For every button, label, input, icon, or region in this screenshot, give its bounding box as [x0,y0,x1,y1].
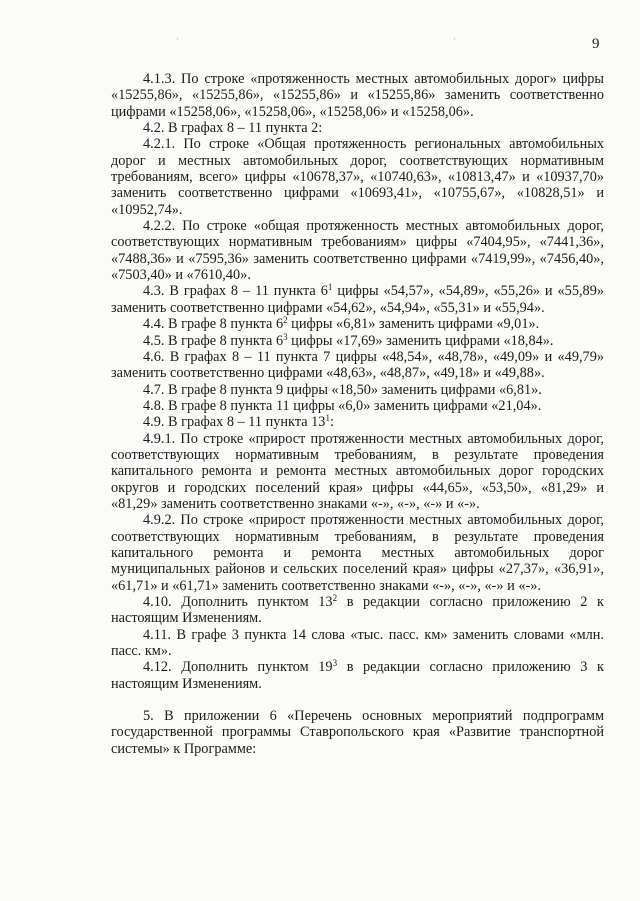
paragraph-4-4 [111,316,604,332]
paragraph-4-10 [111,594,604,627]
paragraph-4-3 [111,283,604,316]
paragraph-4-6: 4.6. В графах 8 – 11 пункта 7 цифры «48,54», «48,78», «49,09» и «49,79» заменить соответственно цифрами «48,63», «48,87», «49,18» и «49,88». [111,348,604,382]
superscript: 1 [327,282,333,293]
paragraph-4-2: 4.2. В графах 8 – 11 пункта 2: [143,120,323,137]
paragraph-text: цифры «6,81» заменить цифрами «9,01». [287,316,540,333]
superscript: 3 [332,658,338,669]
paragraph-text: 4.3. В графах 8 – 11 пункта 6 [143,283,328,300]
paragraph-4-9 [111,414,604,430]
paragraph-4-9-1: 4.9.1. По строке «прирост протяженности местных автомобильных дорог, соответствующих нормативным требованиям, в результате проведения капитального ремонта и ремонта местных автомобильных дорог городских округов и городских поселений края» цифры «44,65», «53,50», «81,29» и «81,29» заменить соответственно знаками «-», «-», «-» и «-». [111,430,604,512]
paragraph-text: 4.10. Дополнить пунктом 13 [143,594,333,610]
document-body [111,71,604,757]
page-number: 9 [592,36,600,52]
paragraph-4-5 [111,333,604,349]
paragraph-5: 5. В приложении 6 «Перечень основных мероприятий подпрограмм государственной программы Ставропольского края «Развитие транспортной системы» к Программе: [111,708,604,757]
paragraph-4-11: 4.11. В графе 3 пункта 14 слова «тыс. пасс. км» заменить словами «млн. пасс. км». [111,626,604,660]
paragraph-text: 4.4. В графе 8 пункта 6 [143,316,284,333]
paragraph-4-2-2: 4.2.2. По строке «общая протяженность местных автомобильных дорог, соответствующих нормативным требованиям» цифры «7404,95», «7441,36», «7488,36» и «7595,36» заменить соответственно цифрами «7419,99», «7456,40», «7503,40» и «7610,40». [111,218,604,284]
superscript: 3 [283,331,288,342]
scan-dot: · [453,34,456,44]
superscript: 2 [332,593,338,603]
scan-dot: · [176,34,179,44]
paragraph-text: цифры «17,69» заменить цифрами «18,84». [287,332,554,349]
paragraph-text: 4.5. В графе 8 пункта 6 [143,332,284,349]
paragraph-4-2-1: 4.2.1. По строке «Общая протяженность региональных автомобильных дорог и местных автомобильных дорог, соответствующих нормативным требованиям, всего» цифры «10678,37», «10740,63», «10813,47» и «10937,70» заменить соответственно цифрами «10693,41», «10755,67», «10828,51» и «10952,74». [111,136,604,218]
paragraph-text: цифры «54,57», «54,89», «55,26» и «55,89» заменить соответственно цифрами «54,62», «54,94», «55,31» и «55,94». [111,283,604,316]
paragraph-4-7: 4.7. В графе 8 пункта 9 цифры «18,50» заменить цифрами «6,81». [143,381,542,398]
paragraph-text: 4.12. Дополнить пунктом 19 [143,659,333,676]
paragraph-text: 4.9. В графах 8 – 11 пункта 13 [143,414,326,431]
paragraph-text: в редакции согласно приложению 2 к настоящим Изменениям. [111,594,604,627]
paragraph-text: : [329,414,334,431]
paragraph-4-1-3: 4.1.3. По строке «протяженность местных автомобильных дорог» цифры «15255,86», «15255,86», «15255,86» и «15255,86» заменить соответственно цифрами «15258,06», «15258,06», «15258,06» и «15258,06». [111,71,604,120]
paragraph-text: в редакции согласно приложению 3 к настоящим Изменениям. [111,659,604,692]
superscript: 1 [325,413,330,424]
paragraph-4-12 [111,659,604,692]
paragraph-4-9-2: 4.9.2. По строке «прирост протяженности местных автомобильных дорог, соответствующих нормативным требованиям, в результате проведения капитального ремонта и ремонта местных автомобильных дорог муниципальных районов и сельских поселений края» цифры «27,37», «36,91», «61,71» и «61,71» заменить соответственно знаками «-», «-», «-» и «-». [111,512,604,594]
paragraph-4-8: 4.8. В графе 8 пункта 11 цифры «6,0» заменить цифрами «21,04». [143,397,542,414]
superscript: 2 [283,315,288,326]
